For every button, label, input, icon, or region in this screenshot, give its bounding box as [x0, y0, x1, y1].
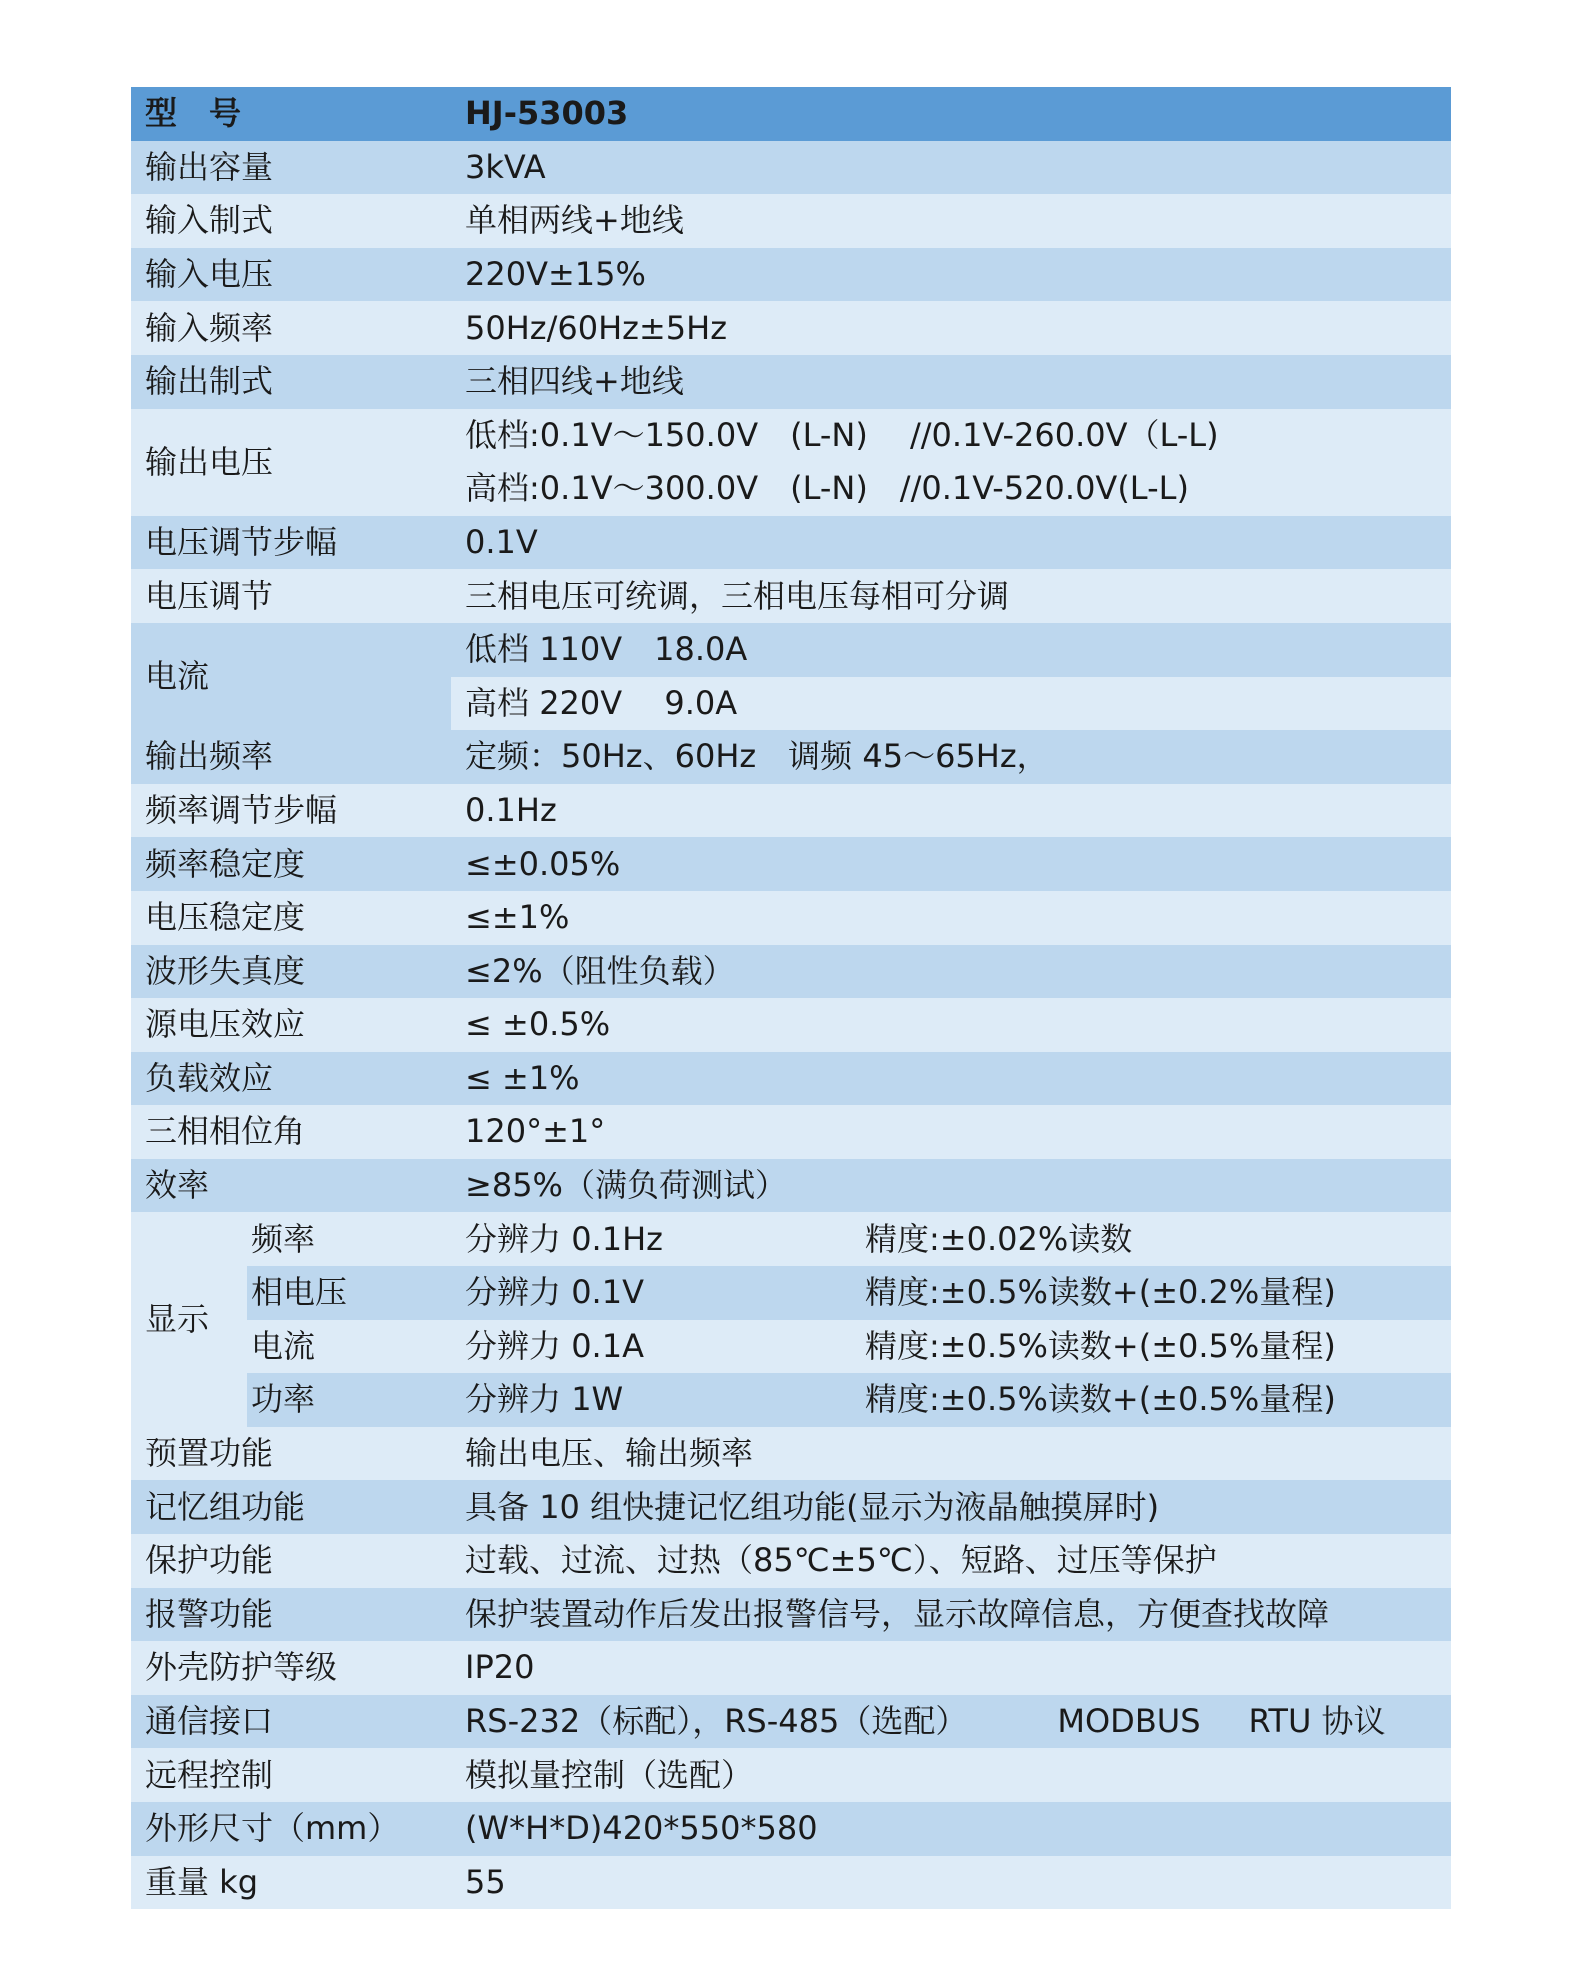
display-item-accuracy: 精度:±0.5%读数+(±0.2%量程): [851, 1266, 1451, 1320]
row-label: 输入电压: [131, 248, 451, 302]
table-row: [131, 516, 1451, 570]
output-voltage-low: 低档:0.1V～150.0V (L-N) //0.1V-260.0V（L-L): [465, 415, 1219, 454]
table-row: [131, 945, 1451, 999]
row-label: 输出制式: [131, 355, 451, 409]
row-value: 定频：50Hz、60Hz 调频 45～65Hz，: [451, 730, 1451, 784]
table-row: [131, 623, 1451, 677]
row-label: 三相相位角: [131, 1105, 451, 1159]
row-value: 0.1V: [451, 516, 1451, 570]
row-value: 单相两线+地线: [451, 194, 1451, 248]
row-value: 输出电压、输出频率: [451, 1427, 1451, 1481]
row-value: 3kVA: [451, 141, 1451, 195]
row-label: 外壳防护等级: [131, 1641, 451, 1695]
table-row: [131, 1052, 1451, 1106]
row-value: [451, 409, 1451, 516]
row-value: ≤ ±1%: [451, 1052, 1451, 1106]
display-item-name: 电流: [247, 1320, 451, 1374]
table-row: [131, 1480, 1451, 1534]
row-label: 外形尺寸（mm）: [131, 1802, 451, 1856]
row-value: 50Hz/60Hz±5Hz: [451, 301, 1451, 355]
row-value: 220V±15%: [451, 248, 1451, 302]
table-row: [131, 194, 1451, 248]
row-value: 保护装置动作后发出报警信号，显示故障信息，方便查找故障: [451, 1588, 1451, 1642]
table-row: [131, 1588, 1451, 1642]
row-label: 波形失真度: [131, 945, 451, 999]
display-item-accuracy: 精度:±0.5%读数+(±0.5%量程): [851, 1373, 1451, 1427]
row-value: 55: [451, 1856, 1451, 1910]
table-row: [131, 141, 1451, 195]
row-label: 源电压效应: [131, 998, 451, 1052]
display-row: [131, 1373, 1451, 1427]
row-label: 频率稳定度: [131, 837, 451, 891]
row-label: 记忆组功能: [131, 1480, 451, 1534]
row-value: ≤2%（阻性负载）: [451, 945, 1451, 999]
display-row: [131, 1212, 1451, 1266]
comm-interfaces: RS-232（标配），RS-485（选配）: [465, 1702, 968, 1741]
row-value: (W*H*D)420*550*580: [451, 1802, 1451, 1856]
model-label: 型 号: [131, 87, 451, 141]
table-row: [131, 998, 1451, 1052]
display-row: [131, 1320, 1451, 1374]
output-voltage-high: 高档:0.1V～300.0V (L-N) //0.1V-520.0V(L-L): [465, 469, 1189, 508]
row-value: ≥85%（满负荷测试）: [451, 1159, 1451, 1213]
table-row: [131, 784, 1451, 838]
table-row: [131, 1856, 1451, 1910]
table-row: [131, 301, 1451, 355]
row-value: ≤±1%: [451, 891, 1451, 945]
table-row: [131, 355, 1451, 409]
display-item-resolution: 分辨力 0.1V: [451, 1266, 851, 1320]
row-label: 效率: [131, 1159, 451, 1213]
display-item-resolution: 分辨力 0.1Hz: [451, 1212, 851, 1266]
row-label: 输出容量: [131, 141, 451, 195]
table-row: [131, 891, 1451, 945]
display-item-name: 相电压: [247, 1266, 451, 1320]
display-item-name: 频率: [247, 1212, 451, 1266]
table-row: [131, 1748, 1451, 1802]
display-item-resolution: 分辨力 1W: [451, 1373, 851, 1427]
table-row: [131, 569, 1451, 623]
row-label: 电压调节: [131, 569, 451, 623]
row-label: 输出电压: [131, 409, 451, 516]
row-value: ≤ ±0.5%: [451, 998, 1451, 1052]
table-row: [131, 730, 1451, 784]
row-value: IP20: [451, 1641, 1451, 1695]
display-label: 显示: [131, 1212, 247, 1426]
display-item-resolution: 分辨力 0.1A: [451, 1320, 851, 1374]
row-label: 输入制式: [131, 194, 451, 248]
row-value: [451, 1695, 1451, 1749]
row-label: 频率调节步幅: [131, 784, 451, 838]
row-label: 负载效应: [131, 1052, 451, 1106]
table-row: [131, 1802, 1451, 1856]
table-row: [131, 1105, 1451, 1159]
row-value: 120°±1°: [451, 1105, 1451, 1159]
table-row: [131, 837, 1451, 891]
row-label: 输入频率: [131, 301, 451, 355]
row-value: 过载、过流、过热（85℃±5℃）、短路、过压等保护: [451, 1534, 1451, 1588]
display-item-accuracy: 精度:±0.02%读数: [851, 1212, 1451, 1266]
row-label: 重量 kg: [131, 1856, 451, 1910]
row-label: 电压调节步幅: [131, 516, 451, 570]
row-label: 电流: [131, 623, 451, 730]
table-row: [131, 1695, 1451, 1749]
table-row: [131, 409, 1451, 516]
row-label: 预置功能: [131, 1427, 451, 1481]
table-row: [131, 1159, 1451, 1213]
row-value: 0.1Hz: [451, 784, 1451, 838]
row-label: 输出频率: [131, 730, 451, 784]
row-label: 报警功能: [131, 1588, 451, 1642]
row-label: 保护功能: [131, 1534, 451, 1588]
table-row: [131, 1534, 1451, 1588]
comm-protocol-modbus: MODBUS: [1057, 1702, 1201, 1741]
display-row: [131, 1266, 1451, 1320]
row-label: 远程控制: [131, 1748, 451, 1802]
spec-table: [131, 87, 1451, 1909]
comm-protocol-rtu: RTU 协议: [1248, 1702, 1386, 1741]
row-label: 电压稳定度: [131, 891, 451, 945]
row-value: 三相四线+地线: [451, 355, 1451, 409]
row-value: ≤±0.05%: [451, 837, 1451, 891]
table-row: [131, 1641, 1451, 1695]
row-value: 三相电压可统调，三相电压每相可分调: [451, 569, 1451, 623]
current-low: 低档 110V 18.0A: [451, 623, 1451, 677]
row-value: 模拟量控制（选配）: [451, 1748, 1451, 1802]
display-item-accuracy: 精度:±0.5%读数+(±0.5%量程): [851, 1320, 1451, 1374]
model-value: HJ-53003: [451, 87, 1451, 141]
current-high: 高档 220V 9.0A: [451, 677, 1451, 731]
row-value: 具备 10 组快捷记忆组功能(显示为液晶触摸屏时): [451, 1480, 1451, 1534]
table-row: [131, 1427, 1451, 1481]
header-row: [131, 87, 1451, 141]
table-row: [131, 248, 1451, 302]
row-label: 通信接口: [131, 1695, 451, 1749]
display-item-name: 功率: [247, 1373, 451, 1427]
